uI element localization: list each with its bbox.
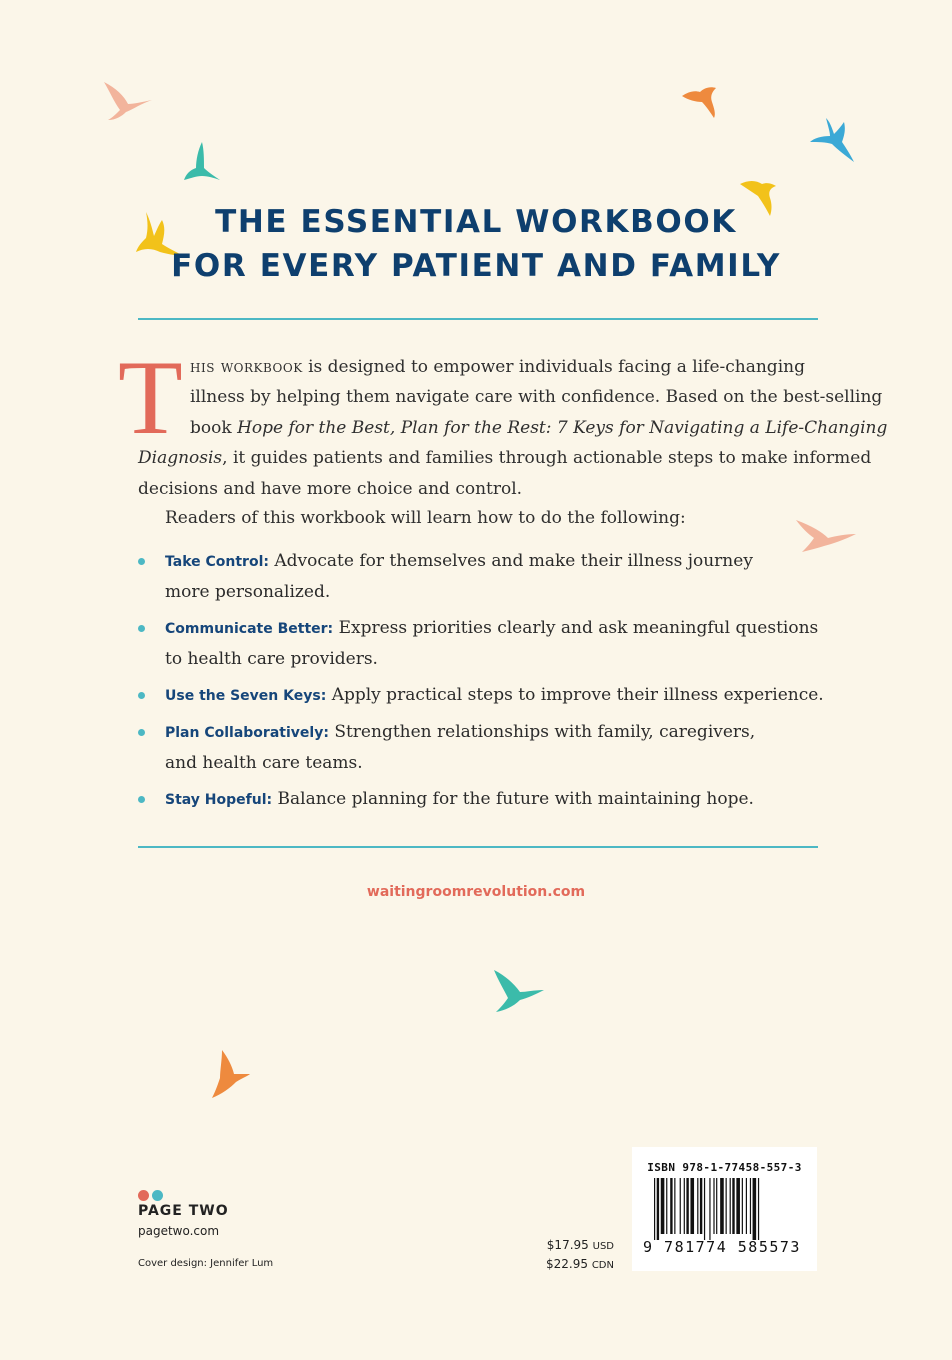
price-usd-amount: $17.95 — [546, 1238, 589, 1252]
intro-line — [138, 443, 872, 473]
isbn-barcode-box — [632, 1147, 817, 1271]
price-usd-label: USD — [592, 1241, 614, 1252]
barcode-bar — [750, 1178, 751, 1234]
bird-icon — [680, 86, 720, 120]
bullet-term: Take Control: — [165, 554, 269, 570]
isbn-label: ISBN 978-1-77458-557-3 — [647, 1161, 802, 1174]
barcode-bar — [730, 1178, 731, 1234]
cover-credit: Cover design: Jennifer Lum — [138, 1258, 274, 1269]
publisher-name: PAGE TWO — [138, 1203, 229, 1219]
learning-list — [138, 546, 824, 821]
bullet-text: Apply practical steps to improve their illness experience. — [326, 685, 824, 705]
website-link[interactable]: waitingroomrevolution.com — [366, 884, 586, 900]
bullet-text: Balance planning for the future with maintaining hope. — [272, 789, 754, 809]
barcode-bar — [758, 1178, 759, 1240]
price-usd — [520, 1238, 614, 1252]
book-title-end: Diagnosis — [138, 448, 223, 469]
barcode-bar — [654, 1178, 655, 1240]
barcode-bar — [674, 1178, 675, 1234]
intro-paragraph — [138, 352, 888, 504]
price-cdn — [520, 1257, 614, 1271]
barcode-bar — [726, 1178, 727, 1234]
bullet-text: Strengthen relationships with family, caregivers, — [328, 722, 756, 742]
intro-line-5: decisions and have more choice and control. — [138, 478, 523, 499]
bullet-dot — [138, 796, 145, 803]
intro-line — [138, 413, 888, 443]
list-item — [138, 613, 818, 674]
bullet-term: Stay Hopeful: — [165, 792, 273, 808]
readers-line: Readers of this workbook will learn how to do the following: — [165, 508, 686, 528]
intro-line-1-text: is designed to empower individuals facing a life-changing — [302, 357, 805, 377]
barcode-bar — [732, 1178, 734, 1234]
barcode-bar — [657, 1178, 659, 1240]
bird-icon — [808, 116, 858, 164]
bullet-dot — [138, 729, 145, 736]
bullet-text-cont: and health care teams. — [165, 753, 363, 773]
list-item — [138, 680, 824, 711]
barcode-bar — [713, 1178, 714, 1234]
intro-line-3-pre: book — [190, 417, 238, 438]
list-item — [138, 784, 818, 815]
list-item — [138, 546, 818, 607]
bullet-text-cont: more personalized. — [165, 582, 331, 602]
barcode-bar — [690, 1178, 694, 1234]
bullet-term: Use the Seven Keys: — [165, 688, 327, 704]
barcode-bar — [686, 1178, 688, 1234]
bird-icon — [100, 80, 156, 124]
logo-dot-coral — [138, 1190, 149, 1201]
barcode-bar — [666, 1178, 667, 1234]
barcode-bar — [746, 1178, 747, 1234]
bullet-term: Plan Collaboratively: — [165, 725, 329, 741]
barcode-bar — [736, 1178, 740, 1234]
barcode-bar — [670, 1178, 672, 1234]
barcode-bar — [716, 1178, 717, 1234]
drop-cap: T — [118, 339, 183, 456]
barcode-bar — [700, 1178, 702, 1234]
intro-line-4-text: , it guides patients and families through actionable steps to make informed — [222, 448, 872, 469]
barcode-bar — [704, 1178, 705, 1240]
publisher-url[interactable]: pagetwo.com — [138, 1224, 220, 1238]
cover-headline — [0, 200, 952, 288]
headline-line-2: FOR EVERY PATIENT AND FAMILY — [171, 248, 781, 284]
bullet-dot — [138, 692, 145, 699]
barcode-bar — [697, 1178, 698, 1234]
teal-divider — [138, 318, 818, 320]
headline-line-1: THE ESSENTIAL WORKBOOK — [215, 204, 737, 240]
barcode-bar — [753, 1178, 757, 1240]
bird-icon — [490, 968, 546, 1016]
bird-icon — [180, 140, 222, 184]
price-cdn-amount: $22.95 — [546, 1257, 588, 1271]
bullet-term: Communicate Better: — [165, 621, 334, 637]
list-item — [138, 717, 818, 778]
bullet-text: Advocate for themselves and make their illness journey — [268, 551, 753, 571]
barcode-bar — [720, 1178, 724, 1234]
price-cdn-label: CDN — [591, 1260, 614, 1271]
barcode-bar — [709, 1178, 710, 1240]
book-title: Hope for the Best, Plan for the Rest: 7 Keys for Navigating a Life-Changing — [237, 417, 888, 438]
intro-small-caps: his workbook — [190, 357, 303, 377]
bullet-text-cont: to health care providers. — [165, 649, 378, 669]
bird-icon — [208, 1048, 252, 1102]
barcode-bar — [661, 1178, 665, 1234]
logo-dot-teal — [152, 1190, 163, 1201]
isbn-digits: 9 781774 585573 — [643, 1238, 801, 1256]
barcode-bar — [684, 1178, 685, 1234]
barcode-icon — [654, 1178, 796, 1240]
intro-line — [138, 352, 818, 382]
bullet-text: Express priorities clearly and ask meaningful questions — [333, 618, 819, 638]
bullet-dot — [138, 625, 145, 632]
barcode-bar — [680, 1178, 681, 1234]
intro-line-2: illness by helping them navigate care with confidence. Based on the best-selling — [190, 387, 883, 408]
bullet-dot — [138, 558, 145, 565]
teal-divider — [138, 846, 818, 848]
barcode-bar — [742, 1178, 743, 1234]
